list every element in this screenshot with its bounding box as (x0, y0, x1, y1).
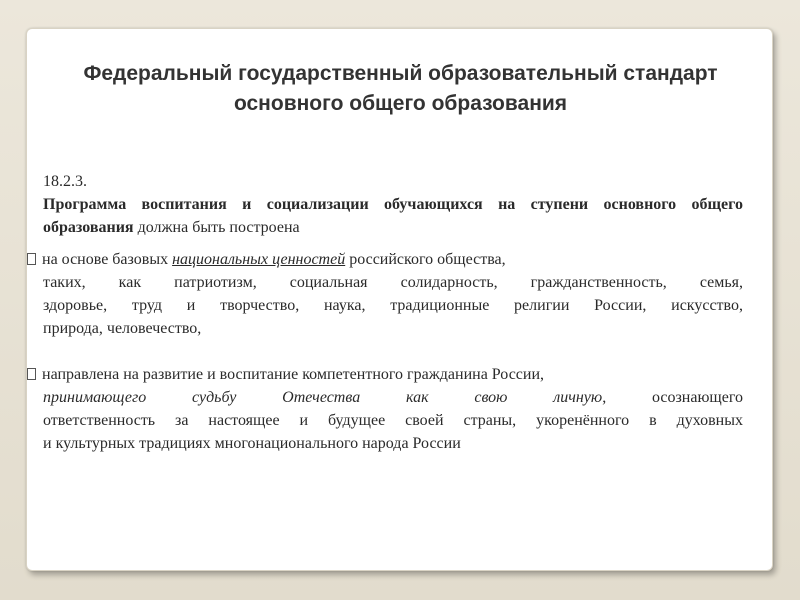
section-number: 18.2.3. (43, 173, 87, 190)
bullet-2-italic-phrase: принимающего судьбу Отечества как свою личную (43, 389, 603, 406)
slide-title-line-1: Федеральный государственный образовательный стандарт (83, 62, 718, 85)
checkbox-bullet-icon (27, 368, 36, 380)
slide-card (26, 28, 773, 571)
slide-body (27, 170, 774, 455)
program-title-tail: должна быть построена (133, 219, 300, 236)
slide-title-line-2: основного общего образования (233, 92, 568, 115)
bullet-1-first-line (27, 248, 743, 271)
spacer (27, 239, 774, 248)
bullet-1-line-4: природа, человечество, (43, 320, 202, 337)
bullet-1-line-2: таких, как патриотизм, социальная солидарность, гражданственность, семья, (43, 274, 743, 291)
bullet-2-first-line (27, 363, 743, 386)
bullet-2-intro: направлена на развитие и воспитание компетентного гражданина России, (42, 366, 545, 383)
bullet-1-line-3: здоровье, труд и творчество, наука, традиционные религии России, искусство, (43, 297, 743, 314)
spacer (27, 340, 774, 363)
bullet-1-intro-tail: российского общества, (345, 251, 506, 268)
bullet-1-intro: на основе базовых (42, 251, 173, 268)
program-title: Программа воспитания и социализации обучающихся на ступени основного общего образования (43, 196, 743, 236)
program-heading (43, 193, 743, 239)
bullet-2-line-3: ответственность за настоящее и будущее своей страны, укоренённого в духовных (43, 412, 743, 429)
slide-title (27, 59, 774, 119)
bullet-2-line-4: и культурных традициях многонационального народа России (43, 435, 461, 452)
bullet-1-emphasis: национальных ценностей (172, 251, 346, 268)
bullet-2-line-2-tail: , осознающего (602, 389, 743, 406)
bullet-2-line-2 (43, 386, 743, 409)
checkbox-bullet-icon (27, 253, 36, 265)
